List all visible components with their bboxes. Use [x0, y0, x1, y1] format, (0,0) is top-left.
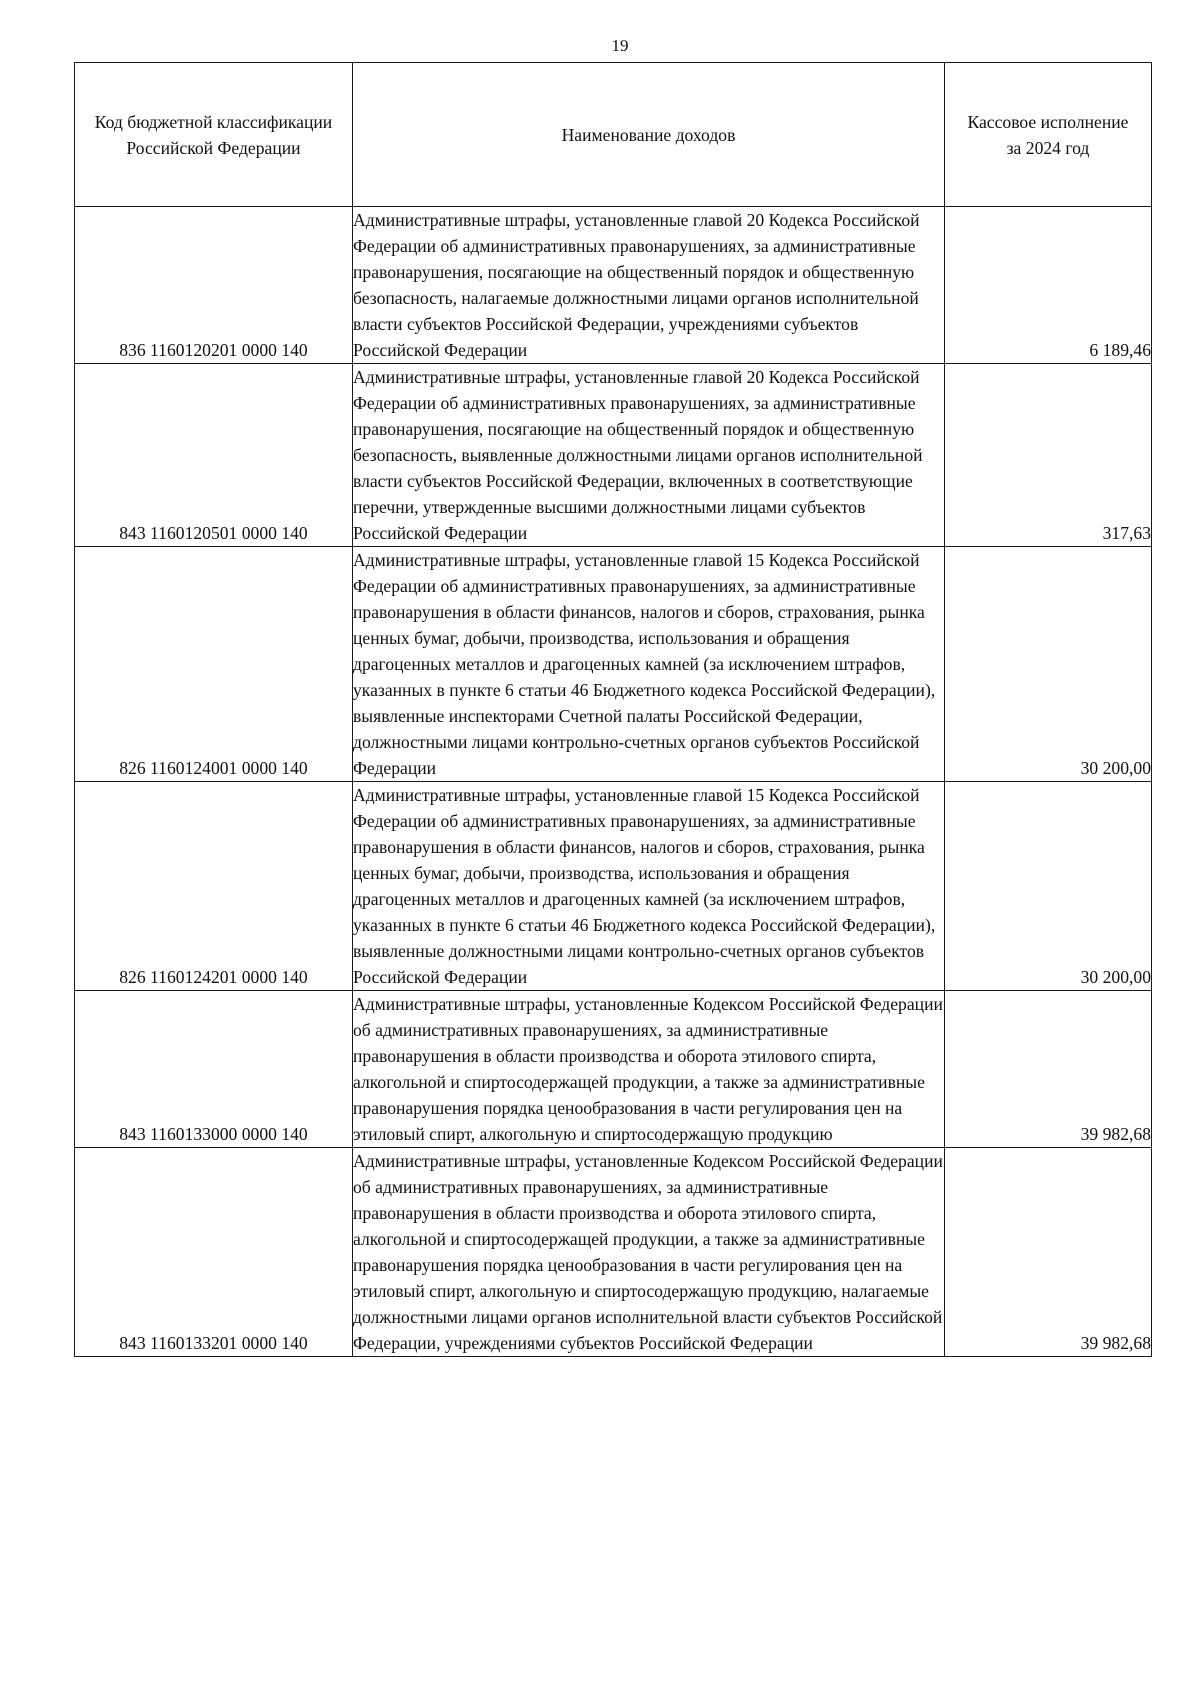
budget-code-cell: 843 1160133201 0000 140	[75, 1148, 353, 1357]
budget-code-cell: 843 1160133000 0000 140	[75, 991, 353, 1148]
table-row	[75, 547, 1152, 782]
table-row	[75, 364, 1152, 547]
table-row	[75, 782, 1152, 991]
amount-cell: 317,63	[945, 364, 1152, 547]
table-row	[75, 991, 1152, 1148]
table-body	[75, 207, 1152, 1357]
amount-cell: 30 200,00	[945, 782, 1152, 991]
income-table	[74, 62, 1152, 1357]
amount-cell: 39 982,68	[945, 991, 1152, 1148]
income-name-cell: Административные штрафы, установленные главой 15 Кодекса Российской Федерации об административных правонарушениях, за административные правонарушения в области финансов, налогов и сборов, страхования, рынка ценных бумаг, добычи, производства, использования и обращения драгоценных металлов и драгоценных камней (за исключением штрафов, указанных в пункте 6 статьи 46 Бюджетного кодекса Российской Федерации), выявленные инспекторами Счетной палаты Российской Федерации, должностными лицами контрольно-счетных органов субъектов Российской Федерации	[353, 547, 945, 782]
budget-code-cell: 826 1160124001 0000 140	[75, 547, 353, 782]
income-name-cell: Административные штрафы, установленные главой 20 Кодекса Российской Федерации об административных правонарушениях, за административные правонарушения, посягающие на общественный порядок и общественную безопасность, налагаемые должностными лицами органов исполнительной власти субъектов Российской Федерации, учреждениями субъектов Российской Федерации	[353, 207, 945, 364]
header-income-name: Наименование доходов	[353, 63, 945, 207]
income-name-cell: Административные штрафы, установленные Кодексом Российской Федерации об административных правонарушениях, за административные правонарушения в области производства и оборота этилового спирта, алкогольной и спиртосодержащей продукции, а также за административные правонарушения порядка ценообразования в части регулирования цен на этиловый спирт, алкогольную и спиртосодержащую продукцию, налагаемые должностными лицами органов исполнительной власти субъектов Российской Федерации, учреждениями субъектов Российской Федерации	[353, 1148, 945, 1357]
header-cash-execution: Кассовое исполнение за 2024 год	[945, 63, 1152, 207]
amount-cell: 6 189,46	[945, 207, 1152, 364]
table-row	[75, 207, 1152, 364]
amount-cell: 39 982,68	[945, 1148, 1152, 1357]
budget-code-cell: 843 1160120501 0000 140	[75, 364, 353, 547]
header-row	[75, 63, 1152, 207]
budget-code-cell: 826 1160124201 0000 140	[75, 782, 353, 991]
header-budget-code: Код бюджетной классификации Российской Федерации	[75, 63, 353, 207]
income-name-cell: Административные штрафы, установленные главой 15 Кодекса Российской Федерации об административных правонарушениях, за административные правонарушения в области финансов, налогов и сборов, страхования, рынка ценных бумаг, добычи, производства, использования и обращения драгоценных металлов и драгоценных камней (за исключением штрафов, указанных в пункте 6 статьи 46 Бюджетного кодекса Российской Федерации), выявленные должностными лицами контрольно-счетных органов субъектов Российской Федерации	[353, 782, 945, 991]
page-number: 19	[611, 36, 629, 55]
income-name-cell: Административные штрафы, установленные главой 20 Кодекса Российской Федерации об административных правонарушениях, за административные правонарушения, посягающие на общественный порядок и общественную безопасность, выявленные должностными лицами органов исполнительной власти субъектов Российской Федерации, включенных в соответствующие перечни, утвержденные высшими должностными лицами субъектов Российской Федерации	[353, 364, 945, 547]
amount-cell: 30 200,00	[945, 547, 1152, 782]
table-header	[75, 63, 1152, 207]
table-row	[75, 1148, 1152, 1357]
income-name-cell: Административные штрафы, установленные Кодексом Российской Федерации об административных правонарушениях, за административные правонарушения в области производства и оборота этилового спирта, алкогольной и спиртосодержащей продукции, а также за административные правонарушения порядка ценообразования в части регулирования цен на этиловый спирт, алкогольную и спиртосодержащую продукцию	[353, 991, 945, 1148]
budget-code-cell: 836 1160120201 0000 140	[75, 207, 353, 364]
